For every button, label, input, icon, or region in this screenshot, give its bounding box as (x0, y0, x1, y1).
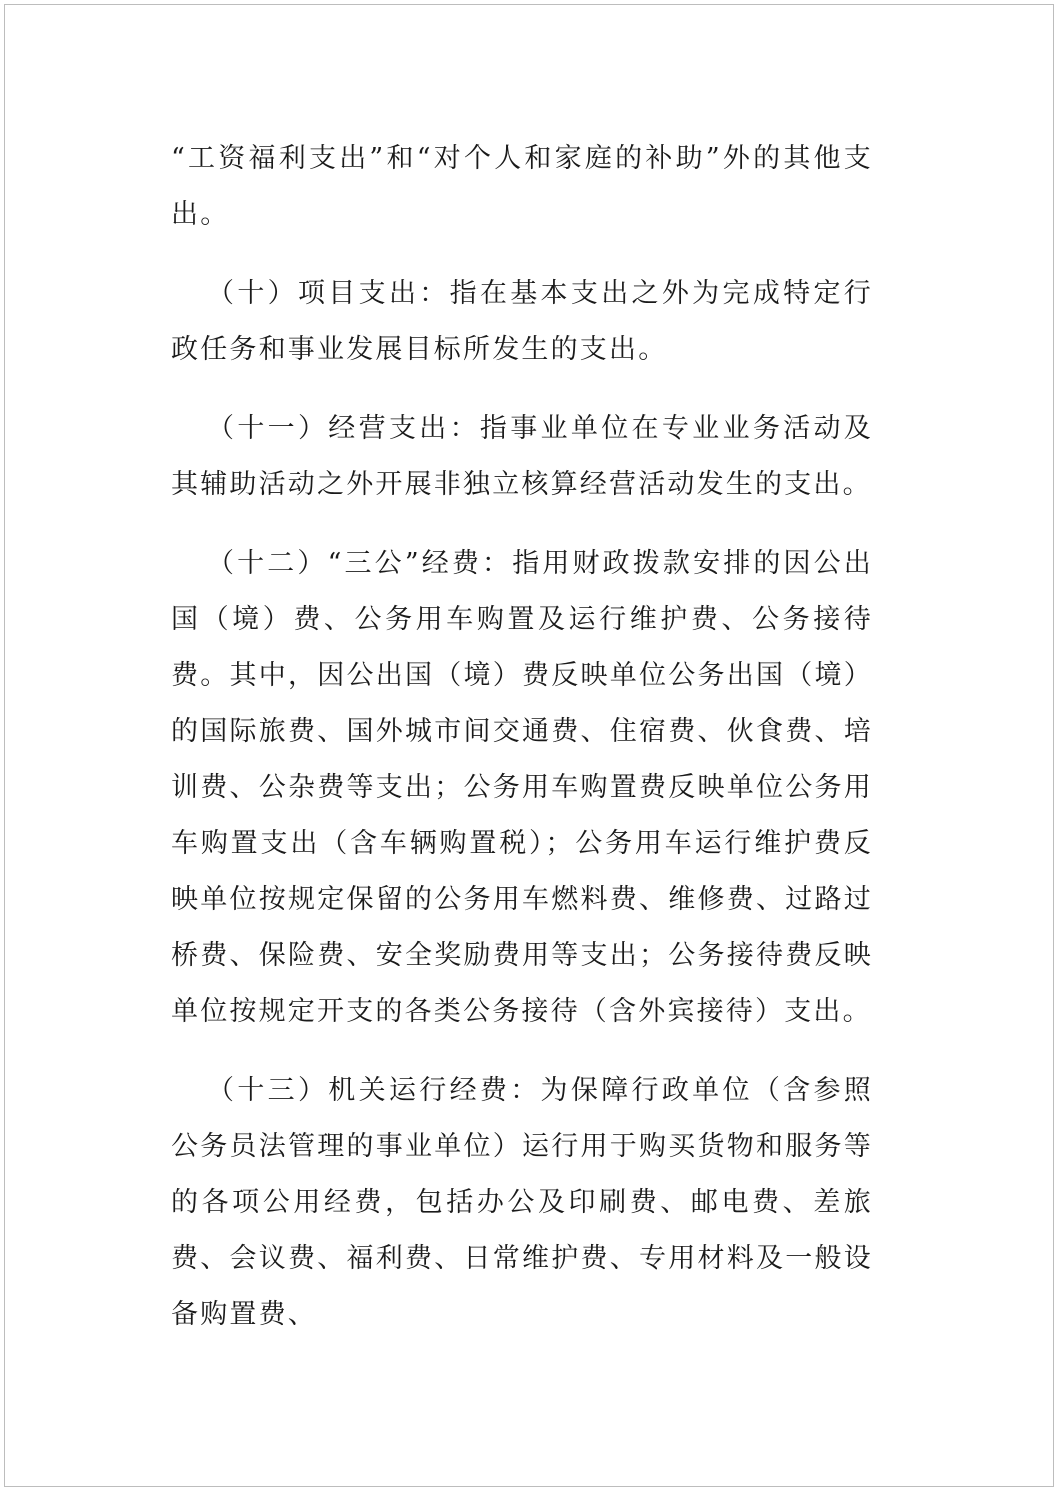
paragraph-agency-operating-expenses: （十三）机关运行经费：为保障行政单位（含参照公务员法管理的事业单位）运行用于购买货物和服务等的各项公用经费，包括办公及印刷费、邮电费、差旅费、会议费、福利费、日常维护费、专用材料及一般设备购置费、 (171, 1075, 873, 1330)
document-page (4, 4, 1054, 1487)
document-body (171, 131, 873, 1366)
paragraph-three-public-expenses: （十二）“三公”经费：指用财政拨款安排的因公出国（境）费、公务用车购置及运行维护费、公务接待费。其中，因公出国（境）费反映单位公务出国（境）的国际旅费、国外城市间交通费、住宿费、伙食费、培训费、公杂费等支出；公务用车购置费反映单位公务用车购置支出（含车辆购置税）；公务用车运行维护费反映单位按规定保留的公务用车燃料费、维修费、过路过桥费、保险费、安全奖励费用等支出；公务接待费反映单位按规定开支的各类公务接待（含外宾接待）支出。 (171, 548, 873, 1027)
paragraph-operating-expenditure: （十一）经营支出：指事业单位在专业业务活动及其辅助活动之外开展非独立核算经营活动发生的支出。 (171, 413, 873, 500)
paragraph-project-expenditure: （十）项目支出：指在基本支出之外为完成特定行政任务和事业发展目标所发生的支出。 (171, 278, 873, 365)
paragraph-continued: “工资福利支出”和“对个人和家庭的补助”外的其他支出。 (171, 143, 873, 230)
